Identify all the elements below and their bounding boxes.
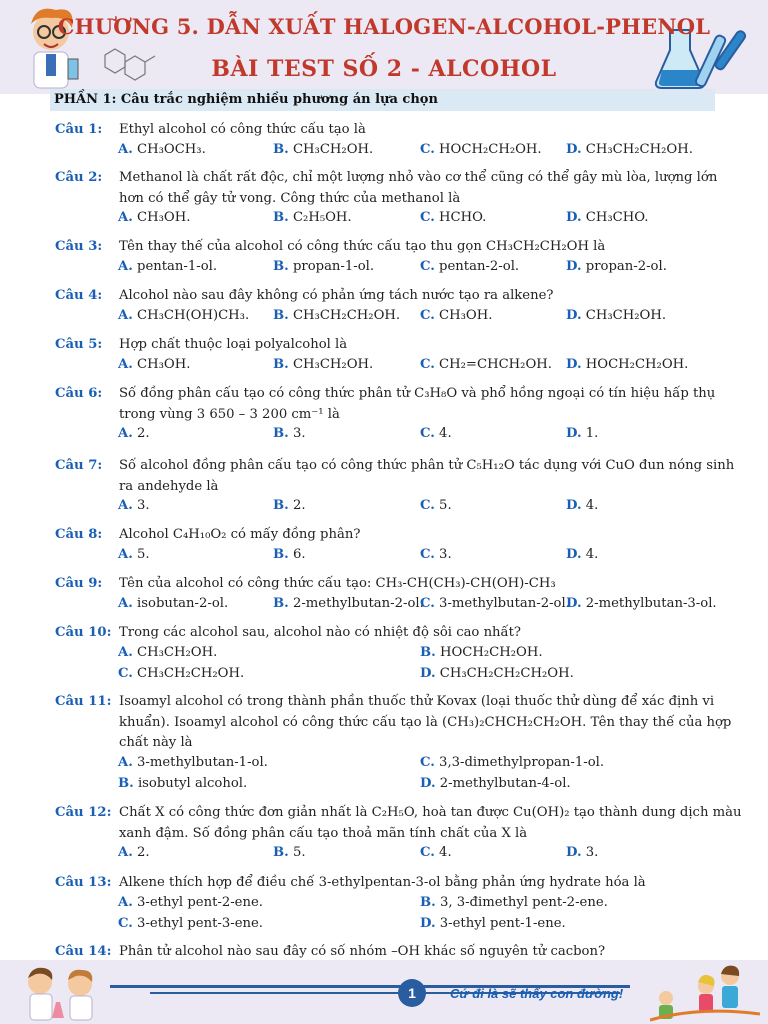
option-text: CH₃CH₂CH₂OH. xyxy=(132,665,245,681)
option-letter: C. xyxy=(420,546,435,562)
option-letter: B. xyxy=(273,426,289,441)
option-letter: D. xyxy=(566,356,582,372)
option-text: CH₃OH. xyxy=(132,356,191,372)
answer-option-b[interactable] xyxy=(273,845,306,860)
answer-option-a[interactable] xyxy=(118,895,263,910)
option-text: 2. xyxy=(288,498,306,513)
option-letter: C. xyxy=(118,915,133,931)
question-text xyxy=(119,237,725,258)
option-text: 2-methylbutan-2-ol. xyxy=(288,595,424,611)
option-text: HOCH₂CH₂OH. xyxy=(581,356,689,372)
answer-option-c[interactable] xyxy=(118,916,263,931)
option-text: 2-methylbutan-3-ol. xyxy=(581,595,717,611)
footer-motto: Cứ đi là sẽ thấy con đường! xyxy=(450,986,624,1001)
answer-option-d[interactable] xyxy=(566,547,598,562)
question-text-line: trong vùng 3 650 – 3 200 cm⁻¹ là xyxy=(119,406,340,422)
question-number: Câu 13: xyxy=(55,875,112,890)
answer-option-c[interactable] xyxy=(420,210,486,225)
option-text: 2. xyxy=(132,845,150,860)
answer-option-a[interactable] xyxy=(118,210,190,225)
option-letter: B. xyxy=(273,546,289,562)
question-number: Câu 4: xyxy=(55,288,103,303)
answer-option-a[interactable] xyxy=(118,755,268,770)
option-text: pentan-1-ol. xyxy=(132,258,218,274)
option-letter: B. xyxy=(273,498,289,513)
question-text xyxy=(119,623,725,644)
option-letter: D. xyxy=(420,665,436,681)
option-text: CH₃CH₂CH₂CH₂OH. xyxy=(435,665,574,681)
question-number: Câu 8: xyxy=(55,527,103,542)
option-letter: C. xyxy=(420,426,435,441)
question-text xyxy=(119,168,725,209)
question-text-line: Alkene thích hợp để điều chế 3-ethylpentan-3-ol bằng phản ứng hydrate hóa là xyxy=(119,875,646,890)
page-number: 1 xyxy=(398,979,426,1007)
question-text xyxy=(119,873,725,894)
question-text-line: Methanol là chất rất độc, chỉ một lượng nhỏ vào cơ thể cũng có thể gây mù lòa, lượng lớn xyxy=(119,170,718,185)
option-text: 3-ethyl pent-3-ene. xyxy=(132,915,263,931)
option-letter: B. xyxy=(273,210,289,225)
option-text: 1. xyxy=(581,426,599,441)
option-text: CH₃OH. xyxy=(434,307,493,323)
question-text xyxy=(119,286,725,307)
option-text: 3-ethyl pent-1-ene. xyxy=(435,915,566,931)
answer-option-b[interactable] xyxy=(420,645,543,660)
option-letter: D. xyxy=(566,258,582,274)
option-letter: B. xyxy=(273,845,289,860)
question-text xyxy=(119,384,725,425)
answer-option-d[interactable] xyxy=(420,666,574,681)
answer-option-a[interactable] xyxy=(118,547,150,562)
question-text-line: Số đồng phân cấu tạo có công thức phân tử C₃H₈O và phổ hồng ngoại có tín hiệu hấp thụ xyxy=(119,386,716,401)
answer-option-d[interactable] xyxy=(420,776,571,791)
option-text: 3. xyxy=(288,426,306,441)
answer-option-c[interactable] xyxy=(420,498,452,513)
option-letter: C. xyxy=(420,595,435,611)
option-text: 3-ethyl pent-2-ene. xyxy=(132,894,263,910)
answer-option-b[interactable] xyxy=(273,498,306,513)
test-title: BÀI TEST SỐ 2 - ALCOHOL xyxy=(211,56,557,82)
answer-option-d[interactable] xyxy=(566,426,598,441)
answer-option-c[interactable] xyxy=(420,426,452,441)
option-text: propan-1-ol. xyxy=(288,258,375,274)
option-letter: B. xyxy=(420,894,436,910)
option-text: 4. xyxy=(581,498,599,513)
option-letter: A. xyxy=(118,141,133,157)
option-letter: C. xyxy=(420,498,435,513)
option-letter: A. xyxy=(118,546,133,562)
answer-option-c[interactable] xyxy=(420,755,604,770)
option-letter: A. xyxy=(118,845,133,860)
answer-option-a[interactable] xyxy=(118,426,150,441)
option-text: C₂H₅OH. xyxy=(288,210,352,225)
option-letter: C. xyxy=(420,356,435,372)
option-text: CH₃CH₂CH₂OH. xyxy=(581,141,693,157)
option-letter: D. xyxy=(566,210,582,225)
answer-option-b[interactable] xyxy=(273,596,424,611)
answer-option-b[interactable] xyxy=(273,357,373,372)
answer-option-a[interactable] xyxy=(118,498,150,513)
option-letter: D. xyxy=(566,498,582,513)
option-text: 6. xyxy=(288,546,306,562)
option-letter: A. xyxy=(118,210,133,225)
answer-option-a[interactable] xyxy=(118,596,228,611)
answer-option-c[interactable] xyxy=(420,357,552,372)
question-number: Câu 5: xyxy=(55,337,103,352)
question-text xyxy=(119,525,725,546)
question-text-line: ra andehyde là xyxy=(119,478,219,494)
part-title: PHẦN 1: Câu trắc nghiệm nhiều phương án lựa chọn xyxy=(54,92,438,107)
answer-option-c[interactable] xyxy=(420,596,570,611)
answer-option-b[interactable] xyxy=(273,547,306,562)
option-letter: D. xyxy=(420,775,436,791)
option-text: 5. xyxy=(288,845,306,860)
option-letter: C. xyxy=(420,307,435,323)
option-text: CH₃OH. xyxy=(132,210,191,225)
option-letter: C. xyxy=(420,258,435,274)
option-letter: B. xyxy=(273,141,289,157)
option-letter: D. xyxy=(566,845,582,860)
answer-option-d[interactable] xyxy=(566,845,598,860)
option-letter: A. xyxy=(118,595,133,611)
question-text-line: Trong các alcohol sau, alcohol nào có nhiệt độ sôi cao nhất? xyxy=(119,625,522,640)
answer-option-b[interactable] xyxy=(273,308,400,323)
question-text-line: Isoamyl alcohol có trong thành phần thuốc thử Kovax (loại thuốc thử dùng để xác định vi xyxy=(119,694,715,709)
option-letter: C. xyxy=(420,754,435,770)
option-letter: D. xyxy=(420,915,436,931)
question-number: Câu 9: xyxy=(55,576,103,591)
option-letter: A. xyxy=(118,258,133,274)
question-text-line: Phân tử alcohol nào sau đây có số nhóm –OH khác số nguyên tử cacbon? xyxy=(119,944,606,959)
question-number: Câu 7: xyxy=(55,458,103,473)
option-text: pentan-2-ol. xyxy=(434,258,520,274)
option-text: 4. xyxy=(434,426,452,441)
option-letter: A. xyxy=(118,498,133,513)
option-text: CH₃CH₂OH. xyxy=(132,644,218,660)
answer-option-a[interactable] xyxy=(118,308,249,323)
option-letter: D. xyxy=(566,426,582,441)
option-text: CH₃CH₂OH. xyxy=(581,307,667,323)
question-text xyxy=(119,456,735,497)
kids-lab-icon xyxy=(18,962,108,1022)
answer-option-d[interactable] xyxy=(566,259,667,274)
question-text-line: Số alcohol đồng phân cấu tạo có công thức phân tử C₅H₁₂O tác dụng với CuO đun nóng sinh xyxy=(119,458,735,473)
option-text: CH₃CHO. xyxy=(581,210,649,225)
option-letter: A. xyxy=(118,426,133,441)
question-text xyxy=(119,335,725,356)
option-text: 2. xyxy=(132,426,150,441)
answer-option-c[interactable] xyxy=(420,845,452,860)
answer-option-b[interactable] xyxy=(420,895,608,910)
option-letter: B. xyxy=(273,595,289,611)
option-text: isobutan-2-ol. xyxy=(132,595,229,611)
option-text: 3-methylbutan-1-ol. xyxy=(132,754,268,770)
option-letter: A. xyxy=(118,356,133,372)
chapter-prefix: CHƯƠNG 5. xyxy=(57,14,200,39)
question-text-line: Chất X có công thức đơn giản nhất là C₂H₅O, hoà tan được Cu(OH)₂ tạo thành dung dịch màu xyxy=(119,805,742,820)
option-letter: D. xyxy=(566,141,582,157)
option-text: 3. xyxy=(434,546,452,562)
kids-playing-icon xyxy=(650,962,760,1022)
answer-option-b[interactable] xyxy=(273,142,373,157)
question-text-line: hơn có thể gây tử vong. Công thức của methanol là xyxy=(119,190,461,206)
option-text: propan-2-ol. xyxy=(581,258,667,274)
question-text-line: khuẩn). Isoamyl alcohol có công thức cấu tạo là (CH₃)₂CHCH₂CH₂OH. Tên thay thế của hợp xyxy=(119,714,732,730)
answer-option-a[interactable] xyxy=(118,142,206,157)
option-letter: A. xyxy=(118,894,133,910)
question-number: Câu 14: xyxy=(55,944,112,959)
option-text: HOCH₂CH₂OH. xyxy=(434,141,542,157)
question-number: Câu 1: xyxy=(55,122,103,137)
question-text-line: Tên thay thế của alcohol có công thức cấu tạo thu gọn CH₃CH₂CH₂OH là xyxy=(119,239,606,254)
question-number: Câu 12: xyxy=(55,805,112,820)
option-text: CH₃OCH₃. xyxy=(132,141,206,157)
option-text: 3. xyxy=(581,845,599,860)
answer-option-b[interactable] xyxy=(273,426,306,441)
answer-option-a[interactable] xyxy=(118,357,190,372)
answer-option-b[interactable] xyxy=(118,776,247,791)
option-text: 3,3-dimethylpropan-1-ol. xyxy=(434,754,605,770)
answer-option-d[interactable] xyxy=(566,142,693,157)
option-letter: A. xyxy=(118,754,133,770)
option-letter: C. xyxy=(420,210,435,225)
question-number: Câu 10: xyxy=(55,625,112,640)
option-letter: C. xyxy=(420,845,435,860)
option-text: isobutyl alcohol. xyxy=(133,775,248,791)
question-number: Câu 6: xyxy=(55,386,103,401)
option-text: 2-methylbutan-4-ol. xyxy=(435,775,571,791)
option-letter: A. xyxy=(118,307,133,323)
question-number: Câu 11: xyxy=(55,694,112,709)
option-text: CH₃CH₂OH. xyxy=(288,141,374,157)
answer-option-c[interactable] xyxy=(420,259,519,274)
question-text xyxy=(119,120,725,141)
answer-option-d[interactable] xyxy=(566,596,717,611)
option-text: HCHO. xyxy=(434,210,487,225)
question-text xyxy=(119,803,742,844)
option-text: CH₂=CHCH₂OH. xyxy=(434,356,552,372)
option-letter: D. xyxy=(566,546,582,562)
option-text: 3, 3-đimethyl pent-2-ene. xyxy=(435,894,608,910)
chapter-name: DẪN XUẤT HALOGEN-ALCOHOL-PHENOL xyxy=(199,14,711,39)
answer-option-d[interactable] xyxy=(566,308,666,323)
answer-option-a[interactable] xyxy=(118,845,150,860)
question-text-line: Ethyl alcohol có công thức cấu tạo là xyxy=(119,122,366,137)
option-text: CH₃CH(OH)CH₃. xyxy=(132,307,250,323)
answer-option-a[interactable] xyxy=(118,259,217,274)
question-text-line: Alcohol C₄H₁₀O₂ có mấy đồng phân? xyxy=(119,527,361,542)
question-text xyxy=(119,692,732,754)
answer-option-c[interactable] xyxy=(420,547,452,562)
option-text: CH₃CH₂CH₂OH. xyxy=(288,307,401,323)
option-letter: D. xyxy=(566,307,582,323)
option-letter: B. xyxy=(273,307,289,323)
option-letter: B. xyxy=(273,356,289,372)
answer-option-d[interactable] xyxy=(420,916,566,931)
option-letter: B. xyxy=(420,644,436,660)
question-text xyxy=(119,574,725,595)
answer-option-c[interactable] xyxy=(420,142,542,157)
answer-option-a[interactable] xyxy=(118,645,217,660)
option-letter: B. xyxy=(118,775,134,791)
question-text-line: Hợp chất thuộc loại polyalcohol là xyxy=(119,337,348,352)
option-letter: A. xyxy=(118,644,133,660)
option-letter: C. xyxy=(420,141,435,157)
answer-option-d[interactable] xyxy=(566,210,648,225)
option-text: CH₃CH₂OH. xyxy=(288,356,374,372)
option-letter: D. xyxy=(566,595,582,611)
option-text: 5. xyxy=(132,546,150,562)
option-letter: C. xyxy=(118,665,133,681)
option-text: 5. xyxy=(434,498,452,513)
option-letter: B. xyxy=(273,258,289,274)
question-text-line: chất này là xyxy=(119,735,193,750)
question-number: Câu 3: xyxy=(55,239,103,254)
answer-option-b[interactable] xyxy=(273,210,352,225)
question-text-line: xanh đậm. Số đồng phân cấu tạo thoả mãn tính chất của X là xyxy=(119,825,528,841)
answer-option-c[interactable] xyxy=(118,666,244,681)
answer-option-b[interactable] xyxy=(273,259,374,274)
option-text: 3-methylbutan-2-ol. xyxy=(434,595,570,611)
option-text: HOCH₂CH₂OH. xyxy=(435,644,543,660)
answer-option-c[interactable] xyxy=(420,308,492,323)
option-text: 4. xyxy=(581,546,599,562)
answer-option-d[interactable] xyxy=(566,357,688,372)
question-text-line: Alcohol nào sau đây không có phản ứng tách nước tạo ra alkene? xyxy=(119,288,554,303)
question-number: Câu 2: xyxy=(55,170,103,185)
question-text-line: Tên của alcohol có công thức cấu tạo: CH₃-CH(CH₃)-CH(OH)-CH₃ xyxy=(119,576,556,591)
answer-option-d[interactable] xyxy=(566,498,598,513)
option-text: 4. xyxy=(434,845,452,860)
option-text: 3. xyxy=(132,498,150,513)
